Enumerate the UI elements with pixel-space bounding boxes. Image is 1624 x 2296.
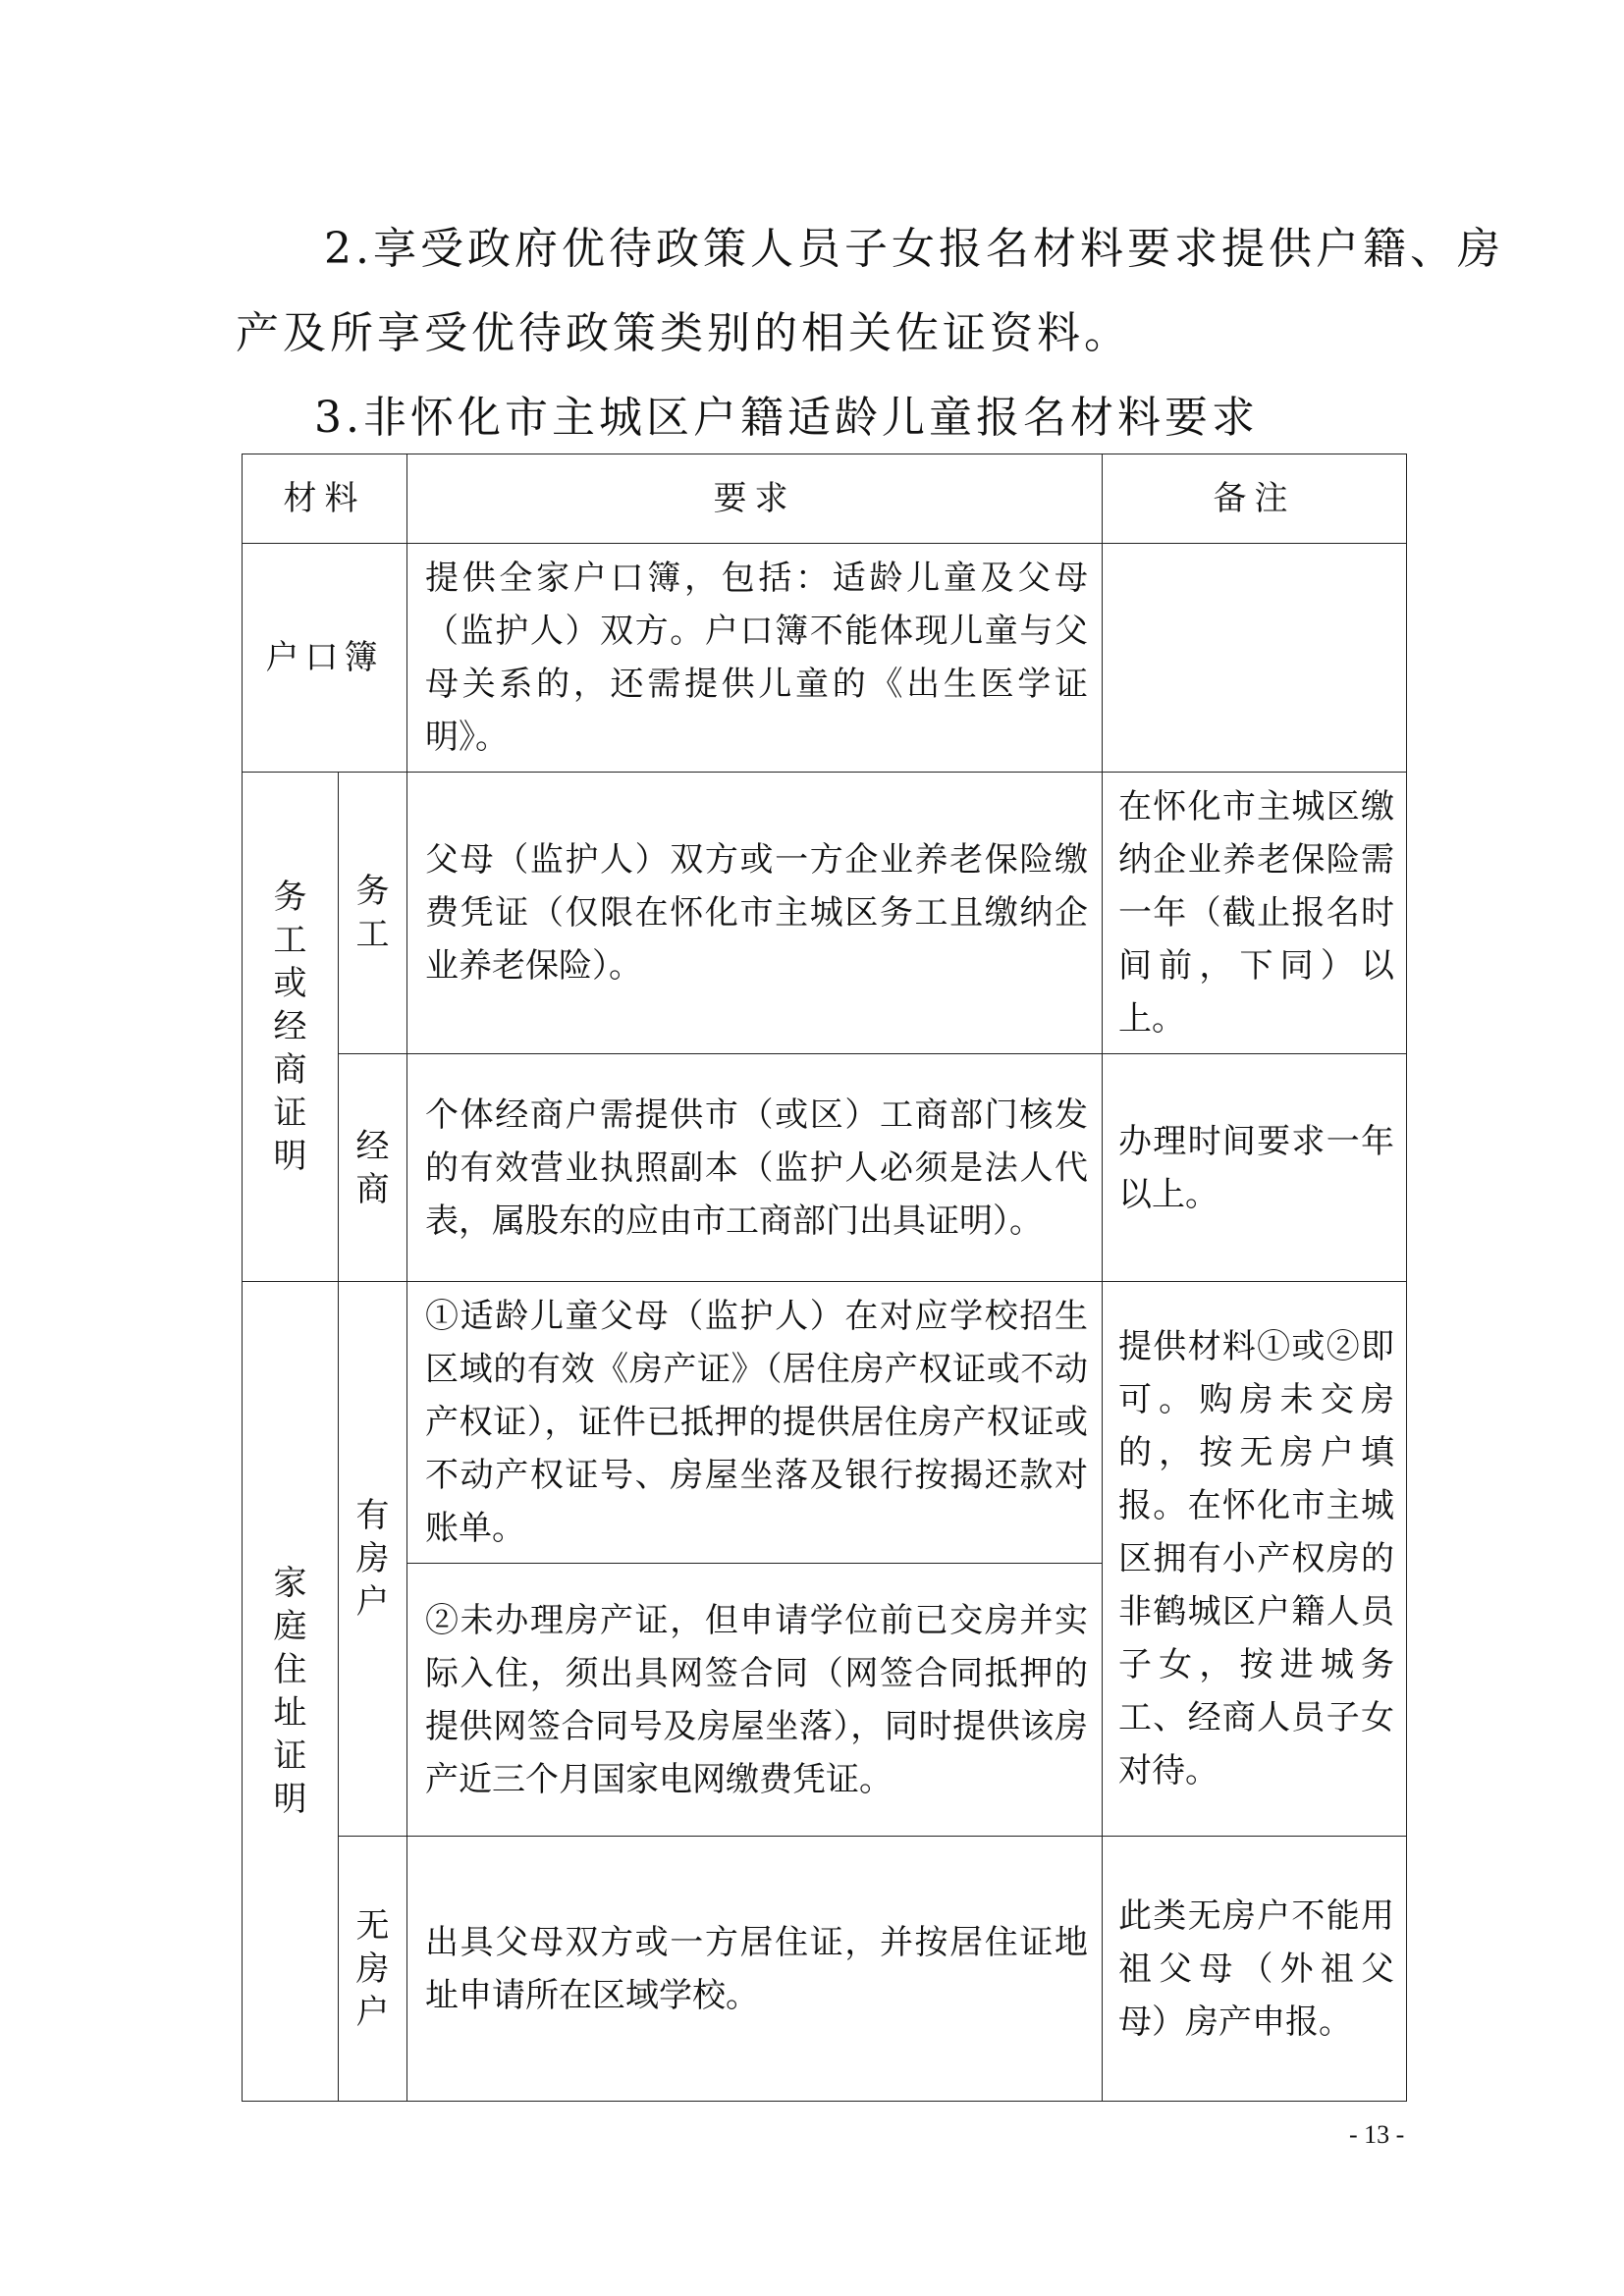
label-work-business-group: 务工或经商证明 — [243, 773, 339, 1282]
table-row-owner-1 — [243, 1282, 1407, 1564]
remark-owner: 提供材料①或②即可。购房未交房的，按无房户填报。在怀化市主城区拥有小产权房的非鹤城区户籍人员子女，按进城务工、经商人员子女对待。 — [1103, 1282, 1407, 1837]
section-heading-non-resident: 3.非怀化市主城区户籍适龄儿童报名材料要求 — [314, 393, 1259, 443]
paragraph-preferential-policy-cont: 产及所享受优待政策类别的相关佐证资料。 — [236, 308, 1131, 358]
requirement-work: 父母（监护人）双方或一方企业养老保险缴费凭证（仅限在怀化市主城区务工且缴纳企业养老保险）。 — [407, 773, 1103, 1054]
page-number: - 13 - — [1349, 2120, 1405, 2149]
requirement-owner-1: ①适龄儿童父母（监护人）在对应学校招生区域的有效《房产证》（居住房产权证或不动产权证），证件已抵押的提供居住房产权证或不动产权证号、房屋坐落及银行按揭还款对账单。 — [407, 1282, 1103, 1564]
table-row-business — [243, 1054, 1407, 1282]
requirement-business: 个体经商户需提供市（或区）工商部门核发的有效营业执照副本（监护人必须是法人代表，属股东的应由市工商部门出具证明）。 — [407, 1054, 1103, 1282]
remark-work: 在怀化市主城区缴纳企业养老保险需一年（截止报名时间前，下同）以上。 — [1103, 773, 1407, 1054]
label-business: 经商 — [339, 1054, 407, 1282]
table-row-work — [243, 773, 1407, 1054]
paragraph-preferential-policy: 2.享受政府优待政策人员子女报名材料要求提供户籍、房 — [324, 224, 1504, 274]
label-owner: 有房户 — [339, 1282, 407, 1837]
table-row-nonowner — [243, 1837, 1407, 2102]
table-row-hukou — [243, 544, 1407, 773]
header-remark: 备注 — [1103, 454, 1407, 544]
label-nonowner: 无房户 — [339, 1837, 407, 2102]
label-hukou: 户口簿 — [243, 544, 407, 773]
requirement-owner-2: ②未办理房产证，但申请学位前已交房并实际入住，须出具网签合同（网签合同抵押的提供网签合同号及房屋坐落），同时提供该房产近三个月国家电网缴费凭证。 — [407, 1564, 1103, 1837]
requirement-nonowner: 出具父母双方或一方居住证，并按居住证地址申请所在区域学校。 — [407, 1837, 1103, 2102]
remark-nonowner: 此类无房户不能用祖父母（外祖父母）房产申报。 — [1103, 1837, 1407, 2102]
label-work: 务工 — [339, 773, 407, 1054]
requirements-table — [242, 454, 1407, 2102]
header-requirement: 要求 — [407, 454, 1103, 544]
header-material: 材料 — [243, 454, 407, 544]
label-residence-group: 家庭住址证明 — [243, 1282, 339, 2102]
remark-business: 办理时间要求一年以上。 — [1103, 1054, 1407, 1282]
requirement-hukou: 提供全家户口簿，包括：适龄儿童及父母（监护人）双方。户口簿不能体现儿童与父母关系的，还需提供儿童的《出生医学证明》。 — [407, 544, 1103, 773]
remark-hukou — [1103, 544, 1407, 773]
table-header-row — [243, 454, 1407, 544]
